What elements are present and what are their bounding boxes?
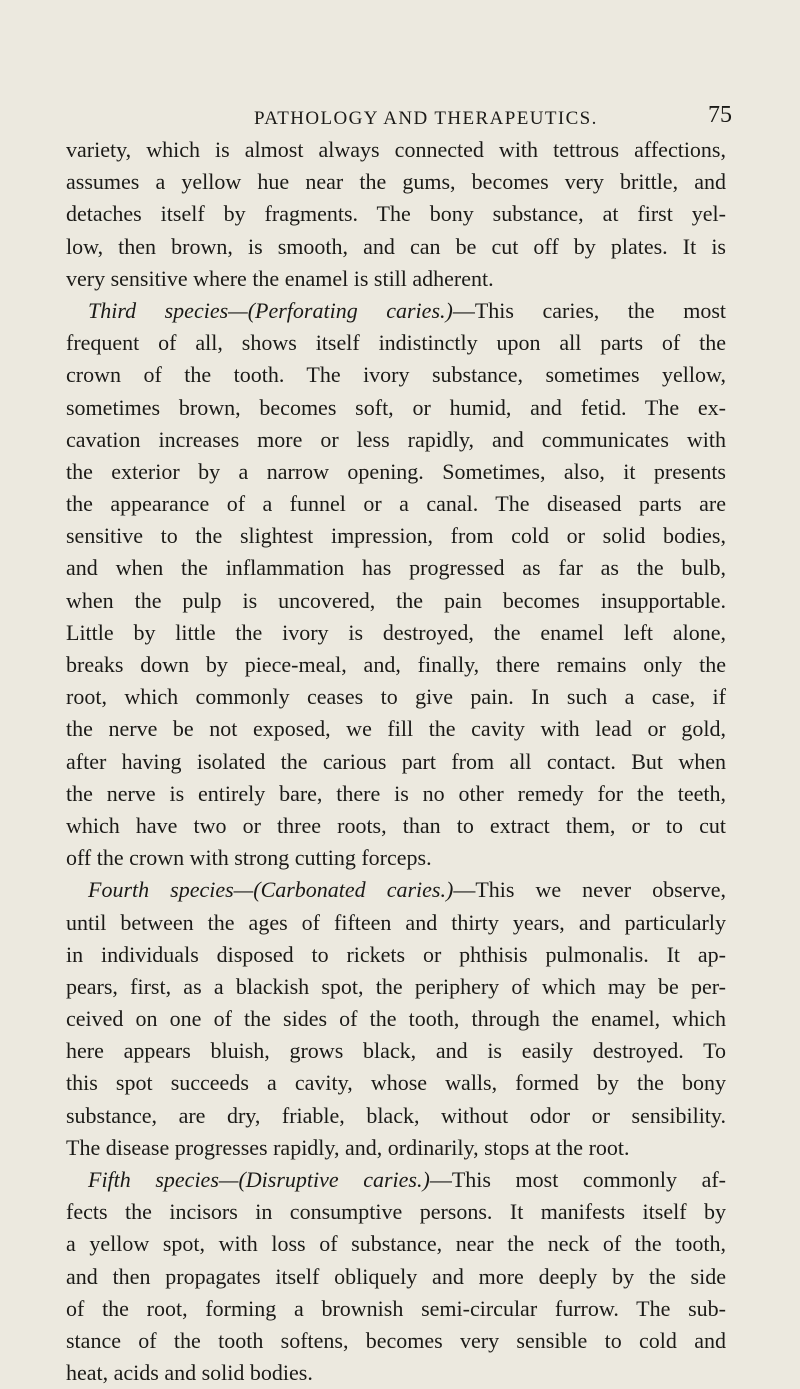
text-line: when the pulp is uncovered, the pain becomes insupportable. — [66, 587, 726, 613]
text-line: in individuals disposed to rickets or phthisis pulmonalis. It ap- — [66, 941, 726, 967]
text-run: —This we never observe, — [453, 877, 726, 903]
text-line: breaks down by piece-meal, and, finally, there remains only the — [66, 652, 726, 677]
text-line: assumes a yellow hue near the gums, becomes very brittle, and — [66, 169, 726, 195]
page-number: 75 — [708, 102, 732, 128]
text-line: root, which commonly ceases to give pain. In such a case, if — [66, 684, 726, 710]
text-line: the appearance of a funnel or a canal. The diseased parts are — [66, 491, 726, 517]
section-heading-fourth-species: Fourth species—(Carbonated caries.) — [88, 877, 454, 903]
text-line: sensitive to the slightest impression, from cold or solid bodies, — [66, 523, 726, 549]
text-line: and when the inflammation has progressed as far as the bulb, — [66, 555, 726, 581]
text-line: here appears bluish, grows black, and is easily destroyed. To — [66, 1038, 726, 1064]
text-line: frequent of all, shows itself indistinctly upon all parts of the — [66, 330, 726, 356]
text-line: the exterior by a narrow opening. Sometimes, also, it presents — [66, 458, 726, 484]
text-line: substance, are dry, friable, black, without odor or sensibility. — [66, 1102, 726, 1128]
page-header-title: PATHOLOGY AND THERAPEUTICS. — [254, 108, 598, 129]
text-line: fects the incisors in consumptive persons. It manifests itself by — [66, 1199, 726, 1225]
text-line: pears, first, as a blackish spot, the periphery of which may be per- — [66, 973, 726, 999]
body-text — [66, 134, 726, 1389]
text-line: stance of the tooth softens, becomes very sensible to cold and — [66, 1327, 726, 1353]
text-line: variety, which is almost always connected with tettrous affections, — [66, 137, 726, 162]
section-heading-fifth-species: Fifth species—(Disruptive caries.) — [88, 1167, 430, 1192]
text-line: very sensitive where the enamel is still adherent. — [66, 265, 494, 291]
text-run: —This caries, the most — [452, 297, 726, 323]
text-line: cavation increases more or less rapidly, and communicates with — [66, 426, 726, 452]
text-line: crown of the tooth. The ivory substance, sometimes yellow, — [66, 362, 726, 388]
text-line: after having isolated the carious part from all contact. But when — [66, 748, 726, 774]
text-line: heat, acids and solid bodies. — [66, 1360, 313, 1386]
paragraph-start-line — [66, 874, 726, 906]
running-head — [0, 100, 800, 132]
text-run: —This most commonly af- — [429, 1167, 726, 1192]
text-line: detaches itself by fragments. The bony substance, at first yel- — [66, 201, 726, 227]
text-line: and then propagates itself obliquely and more deeply by the side — [66, 1263, 726, 1289]
text-line: off the crown with strong cutting forceps. — [66, 845, 432, 871]
text-line: a yellow spot, with loss of substance, near the neck of the tooth, — [66, 1231, 726, 1257]
text-line: Little by little the ivory is destroyed, the enamel left alone, — [66, 619, 726, 645]
text-line: of the root, forming a brownish semi-circular furrow. The sub- — [66, 1295, 726, 1321]
text-line: this spot succeeds a cavity, whose walls, formed by the bony — [66, 1070, 726, 1096]
text-line: sometimes brown, becomes soft, or humid, and fetid. The ex- — [66, 394, 726, 420]
text-line: the nerve be not exposed, we fill the cavity with lead or gold, — [66, 716, 726, 742]
paragraph-start-line — [66, 295, 726, 327]
paragraph-start-line — [66, 1164, 726, 1196]
text-line: low, then brown, is smooth, and can be cut off by plates. It is — [66, 233, 726, 259]
text-line: the nerve is entirely bare, there is no other remedy for the teeth, — [66, 780, 726, 806]
text-line: which have two or three roots, than to extract them, or to cut — [66, 812, 726, 838]
text-line: The disease progresses rapidly, and, ordinarily, stops at the root. — [66, 1134, 630, 1160]
section-heading-third-species: Third species—(Perforating caries.) — [88, 297, 453, 323]
text-line: until between the ages of fifteen and thirty years, and particularly — [66, 909, 726, 935]
text-line: ceived on one of the sides of the tooth, through the enamel, which — [66, 1006, 726, 1032]
